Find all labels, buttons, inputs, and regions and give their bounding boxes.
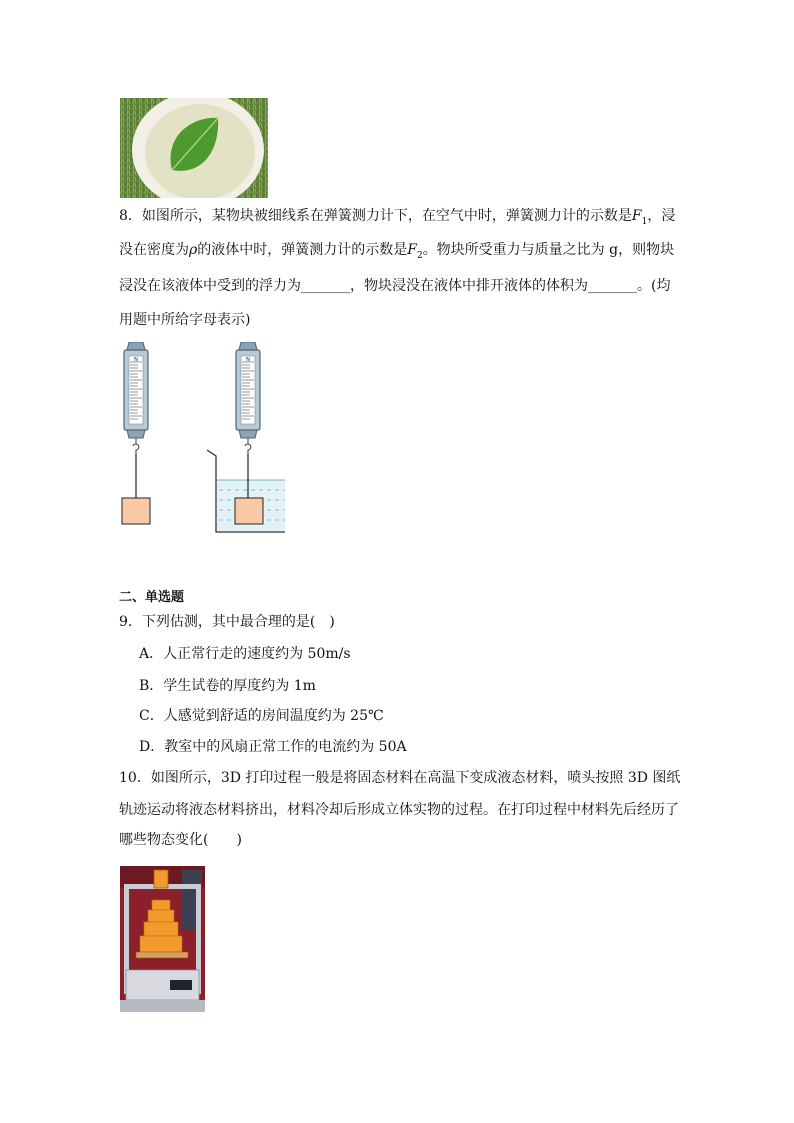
q9-option-d[interactable]: D．教室中的风扇正常工作的电流约为 50A — [139, 739, 407, 755]
q9-option-a[interactable]: A．人正常行走的速度约为 50m/s — [139, 646, 351, 662]
spring-scale-diagram — [115, 342, 285, 537]
q9-option-c[interactable]: C．人感觉到舒适的房间温度约为 25℃ — [139, 708, 384, 724]
q9-option-b[interactable]: B．学生试卷的厚度约为 1m — [139, 678, 316, 694]
section-heading: 二、单选题 — [119, 590, 185, 605]
scale-unit-label-right: N — [246, 357, 250, 363]
q10-line-3: 哪些物态变化( ) — [119, 832, 242, 848]
q8-line-3: 浸没在该液体中受到的浮力为_______，物块浸没在液体中排开液体的体积为_______。(均 — [119, 278, 671, 294]
scale-unit-label-left: N — [134, 357, 138, 363]
q8-line-1: 8．如图所示，某物块被细线系在弹簧测力计下，在空气中时，弹簧测力计的示数是$F_1$，浸 — [119, 208, 676, 227]
q10-line-1: 10．如图所示，3D 打印过程一般是将固态材料在高温下变成液态材料，喷头按照 3D 图纸 — [119, 770, 681, 786]
3d-printer-photo — [120, 866, 205, 1012]
q10-line-2: 轨迹运动将液态材料挤出，材料冷却后形成立体实物的过程。在打印过程中材料先后经历了 — [119, 802, 679, 818]
q9-stem: 9．下列估测，其中最合理的是( ) — [119, 614, 335, 630]
q8-line-4: 用题中所给字母表示) — [119, 312, 251, 328]
leaf-in-water-photo — [120, 98, 268, 198]
q8-line-2: 没在密度为ρ的液体中时，弹簧测力计的示数是$F_2$。物块所受重力与质量之比为 g，则物块 — [119, 242, 675, 261]
